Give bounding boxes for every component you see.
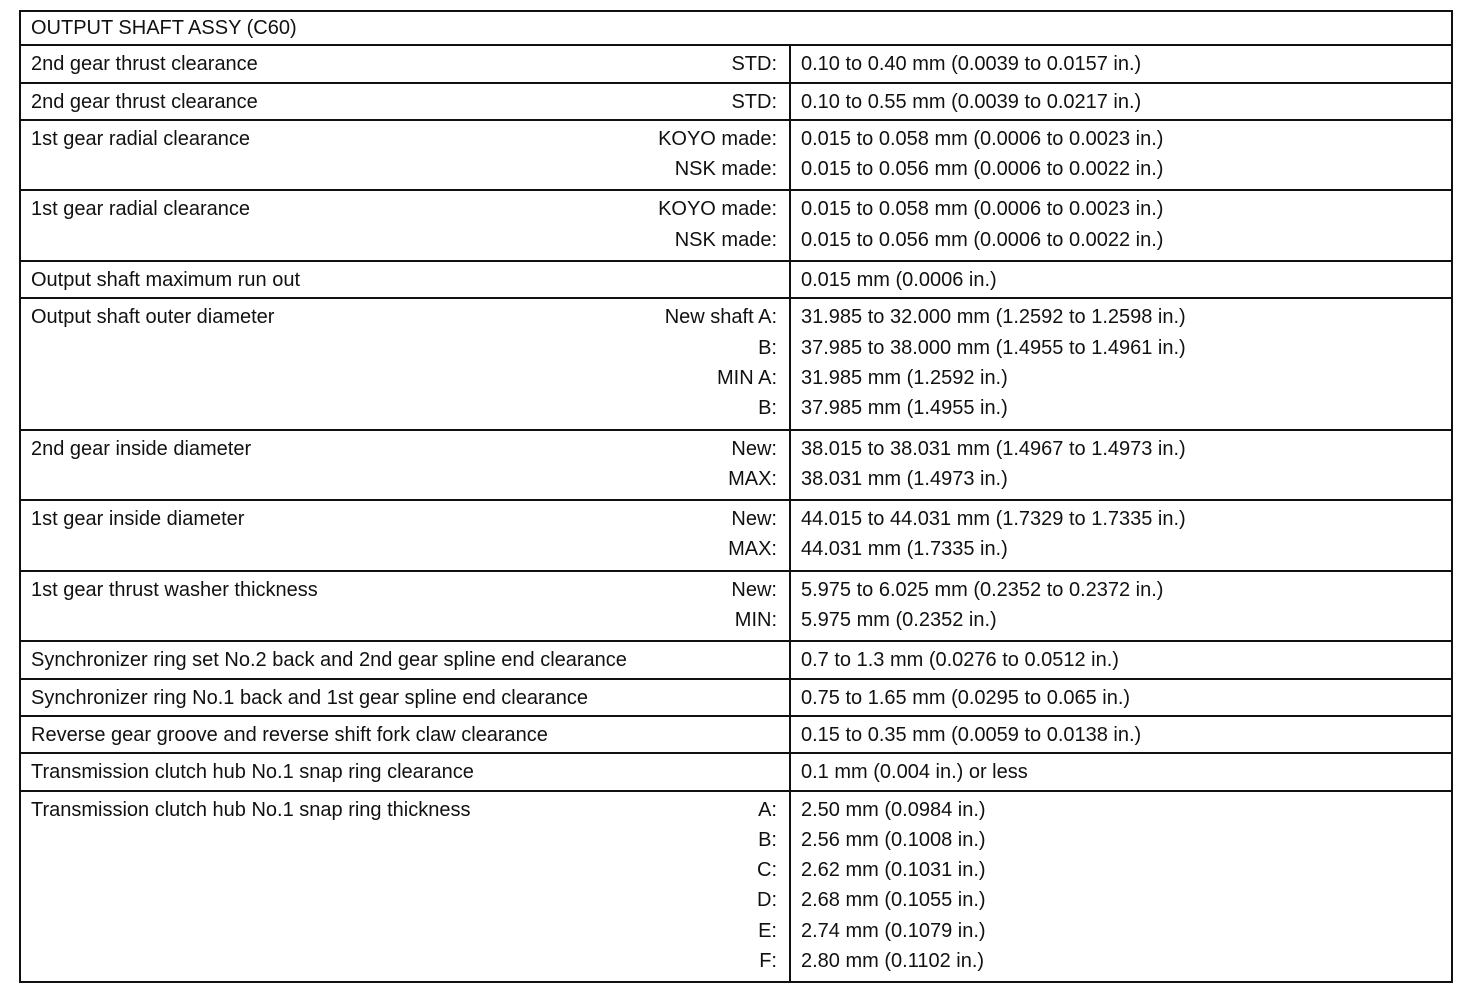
item-name: 2nd gear thrust clearance bbox=[31, 90, 258, 113]
table-row bbox=[20, 261, 1452, 298]
item-cell bbox=[20, 791, 790, 983]
item-cell bbox=[20, 430, 790, 501]
item-cell bbox=[20, 500, 790, 571]
spec-value: 37.985 to 38.000 mm (1.4955 to 1.4961 in.) bbox=[801, 336, 1186, 359]
item-name: Output shaft maximum run out bbox=[31, 269, 301, 292]
spec-value: 31.985 to 32.000 mm (1.2592 to 1.2598 in.) bbox=[801, 306, 1186, 329]
table-row bbox=[20, 298, 1452, 429]
spec-values bbox=[801, 124, 1441, 185]
condition-label: New: bbox=[731, 508, 777, 531]
spec-values bbox=[801, 265, 1441, 295]
condition-label: KOYO made: bbox=[658, 127, 777, 150]
condition-label: New: bbox=[731, 578, 777, 601]
value-cell bbox=[790, 500, 1452, 571]
item-cell bbox=[20, 753, 790, 790]
spec-value: 37.985 mm (1.4955 in.) bbox=[801, 397, 1008, 420]
item-name: 1st gear radial clearance bbox=[31, 127, 251, 150]
item-name: Reverse gear groove and reverse shift fork claw clearance bbox=[31, 723, 548, 746]
condition-label: NSK made: bbox=[674, 228, 777, 251]
item-name: 1st gear thrust washer thickness bbox=[31, 578, 318, 601]
condition-label: B: bbox=[758, 828, 777, 851]
item-name: Output shaft outer diameter bbox=[31, 306, 275, 329]
item-cell bbox=[20, 261, 790, 298]
condition-label: STD: bbox=[731, 53, 777, 76]
item-name: Synchronizer ring No.1 back and 1st gear spline end clearance bbox=[31, 686, 588, 709]
spec-value: 31.985 mm (1.2592 in.) bbox=[801, 366, 1008, 389]
condition-label: C: bbox=[757, 859, 777, 882]
spec-value: 0.15 to 0.35 mm (0.0059 to 0.0138 in.) bbox=[801, 723, 1142, 746]
spec-value: 0.015 to 0.056 mm (0.0006 to 0.0022 in.) bbox=[801, 228, 1164, 251]
value-cell bbox=[790, 679, 1452, 716]
condition-label: E: bbox=[758, 919, 777, 942]
condition-label: MAX: bbox=[728, 467, 777, 490]
item-cell bbox=[20, 641, 790, 678]
table-row bbox=[20, 190, 1452, 261]
condition-label: A: bbox=[758, 798, 777, 821]
spec-table bbox=[19, 10, 1453, 983]
table-row bbox=[20, 430, 1452, 501]
spec-values bbox=[801, 757, 1441, 787]
table-row bbox=[20, 753, 1452, 790]
item-name: 2nd gear inside diameter bbox=[31, 437, 252, 460]
spec-values bbox=[801, 302, 1441, 423]
table-row bbox=[20, 641, 1452, 678]
spec-value: 2.62 mm (0.1031 in.) bbox=[801, 859, 986, 882]
item-cell bbox=[20, 190, 790, 261]
item-cell bbox=[20, 45, 790, 82]
spec-value: 44.031 mm (1.7335 in.) bbox=[801, 538, 1008, 561]
item-name: Synchronizer ring set No.2 back and 2nd gear spline end clearance bbox=[31, 649, 627, 672]
item-cell bbox=[20, 83, 790, 120]
spec-values bbox=[801, 194, 1441, 255]
title-row bbox=[20, 11, 1452, 45]
spec-value: 5.975 to 6.025 mm (0.2352 to 0.2372 in.) bbox=[801, 578, 1164, 601]
item-cell bbox=[20, 298, 790, 429]
value-cell bbox=[790, 753, 1452, 790]
spec-value: 2.50 mm (0.0984 in.) bbox=[801, 798, 986, 821]
table-row bbox=[20, 716, 1452, 753]
spec-value: 0.015 mm (0.0006 in.) bbox=[801, 269, 997, 292]
spec-value: 0.75 to 1.65 mm (0.0295 to 0.065 in.) bbox=[801, 686, 1131, 709]
spec-values bbox=[801, 683, 1441, 713]
condition-label: New: bbox=[731, 437, 777, 460]
condition-label: MAX: bbox=[728, 538, 777, 561]
item-name: Transmission clutch hub No.1 snap ring thickness bbox=[31, 798, 471, 821]
table-row bbox=[20, 679, 1452, 716]
spec-values bbox=[801, 87, 1441, 117]
spec-table-body bbox=[20, 11, 1452, 982]
spec-value: 2.56 mm (0.1008 in.) bbox=[801, 828, 986, 851]
spec-value: 0.015 to 0.058 mm (0.0006 to 0.0023 in.) bbox=[801, 127, 1164, 150]
value-cell bbox=[790, 430, 1452, 501]
condition-label: KOYO made: bbox=[658, 198, 777, 221]
value-cell bbox=[790, 641, 1452, 678]
value-cell bbox=[790, 791, 1452, 983]
condition-label: B: bbox=[758, 397, 777, 420]
spec-values bbox=[801, 49, 1441, 79]
item-cell bbox=[20, 716, 790, 753]
spec-values bbox=[801, 720, 1441, 750]
spec-value: 5.975 mm (0.2352 in.) bbox=[801, 609, 997, 632]
value-cell bbox=[790, 45, 1452, 82]
spec-values bbox=[801, 504, 1441, 565]
table-row bbox=[20, 120, 1452, 191]
value-cell bbox=[790, 716, 1452, 753]
spec-value: 0.015 to 0.056 mm (0.0006 to 0.0022 in.) bbox=[801, 158, 1164, 181]
table-row bbox=[20, 571, 1452, 642]
spec-value: 2.68 mm (0.1055 in.) bbox=[801, 889, 986, 912]
spec-value: 0.1 mm (0.004 in.) or less bbox=[801, 761, 1028, 784]
condition-label: STD: bbox=[731, 90, 777, 113]
condition-label: MIN: bbox=[734, 609, 777, 632]
spec-value: 44.015 to 44.031 mm (1.7329 to 1.7335 in.) bbox=[801, 508, 1186, 531]
value-cell bbox=[790, 298, 1452, 429]
condition-label: MIN A: bbox=[716, 366, 777, 389]
item-cell bbox=[20, 571, 790, 642]
table-row bbox=[20, 83, 1452, 120]
table-title: OUTPUT SHAFT ASSY (C60) bbox=[20, 11, 1452, 45]
item-name: Transmission clutch hub No.1 snap ring clearance bbox=[31, 761, 474, 784]
value-cell bbox=[790, 571, 1452, 642]
value-cell bbox=[790, 83, 1452, 120]
spec-value: 38.015 to 38.031 mm (1.4967 to 1.4973 in.) bbox=[801, 437, 1186, 460]
spec-values bbox=[801, 795, 1441, 977]
spec-value: 38.031 mm (1.4973 in.) bbox=[801, 467, 1008, 490]
condition-label: NSK made: bbox=[674, 158, 777, 181]
table-row bbox=[20, 45, 1452, 82]
item-cell bbox=[20, 120, 790, 191]
spec-values bbox=[801, 434, 1441, 495]
item-cell bbox=[20, 679, 790, 716]
table-row bbox=[20, 791, 1452, 983]
spec-value: 0.10 to 0.55 mm (0.0039 to 0.0217 in.) bbox=[801, 90, 1142, 113]
item-name: 1st gear inside diameter bbox=[31, 508, 245, 531]
condition-label: New shaft A: bbox=[664, 306, 777, 329]
value-cell bbox=[790, 190, 1452, 261]
spec-value: 0.7 to 1.3 mm (0.0276 to 0.0512 in.) bbox=[801, 649, 1119, 672]
value-cell bbox=[790, 261, 1452, 298]
item-name: 2nd gear thrust clearance bbox=[31, 53, 258, 76]
spec-value: 0.10 to 0.40 mm (0.0039 to 0.0157 in.) bbox=[801, 53, 1142, 76]
condition-label: D: bbox=[757, 889, 777, 912]
spec-value: 2.80 mm (0.1102 in.) bbox=[801, 950, 985, 973]
value-cell bbox=[790, 120, 1452, 191]
condition-label: B: bbox=[758, 336, 777, 359]
condition-label: F: bbox=[759, 950, 777, 973]
table-row bbox=[20, 500, 1452, 571]
spec-values bbox=[801, 645, 1441, 675]
item-name: 1st gear radial clearance bbox=[31, 198, 251, 221]
spec-values bbox=[801, 575, 1441, 636]
spec-value: 2.74 mm (0.1079 in.) bbox=[801, 919, 986, 942]
spec-value: 0.015 to 0.058 mm (0.0006 to 0.0023 in.) bbox=[801, 198, 1164, 221]
